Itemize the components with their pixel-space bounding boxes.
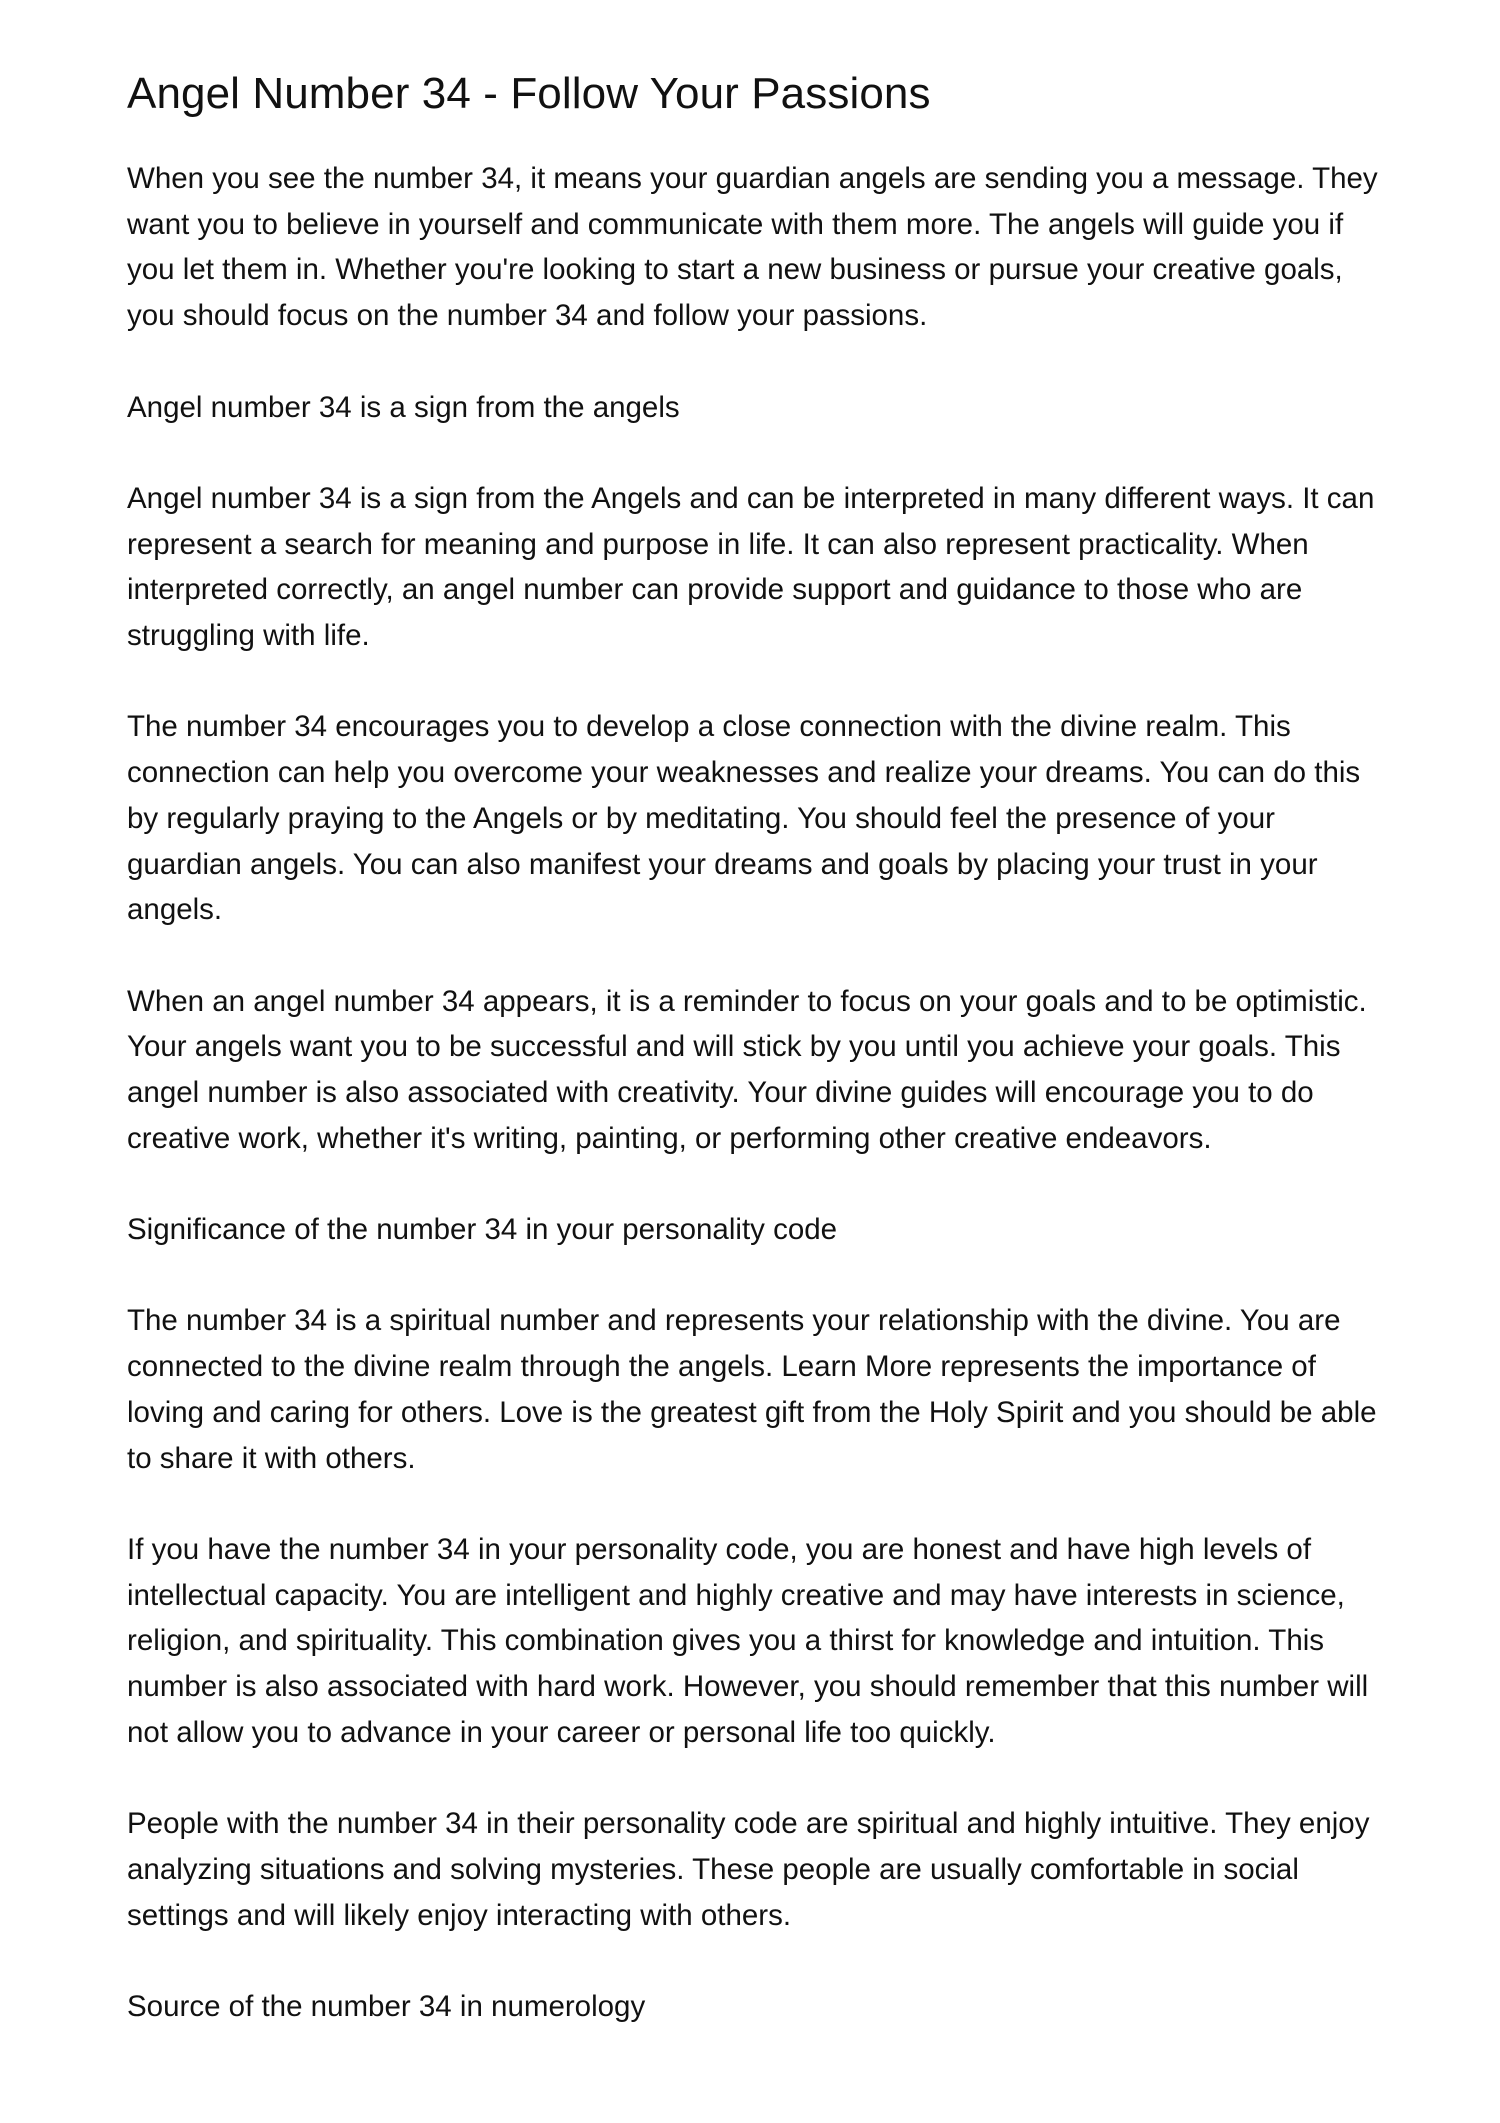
paragraph-personality-code: If you have the number 34 in your personality code, you are honest and have high levels of intellectual capacity. You are intelligent and highly creative and may have interests in science, religion, and spirituality. This combination gives you a thirst for knowledge and intuition. This number is also associated with hard work. However, you should remember that this number will not allow you to advance in your career or personal life too quickly.: [127, 1532, 1369, 1749]
section-heading-source: Source of the number 34 in numerology: [127, 1989, 646, 2023]
document-page: [127, 62, 1392, 2075]
paragraph-divine-connection: The number 34 encourages you to develop a close connection with the divine realm. This connection can help you overcome your weaknesses and realize your dreams. You can do this by regularly praying to the Angels or by meditating. You should feel the presence of your guardian angels. You can also manifest your dreams and goals by placing your trust in your angels.: [127, 710, 1361, 927]
section-heading-sign: Angel number 34 is a sign from the angels: [127, 390, 680, 424]
section-heading-significance: Significance of the number 34 in your personality code: [127, 1213, 838, 1247]
paragraph-spiritual-number: The number 34 is a spiritual number and represents your relationship with the divine. You are connected to the divine realm through the angels. Learn More represents the importance of loving and caring for others. Love is the greatest gift from the Holy Spirit and you should be able to share it with others.: [127, 1304, 1377, 1475]
paragraph-reminder: When an angel number 34 appears, it is a reminder to focus on your goals and to be optimistic. Your angels want you to be successful and will stick by you until you achieve your goals. This angel number is also associated with creativity. Your divine guides will encourage you to do creative work, whether it's writing, painting, or performing other creative endeavors.: [127, 984, 1367, 1155]
page-title: Angel Number 34 - Follow Your Passions: [127, 69, 931, 118]
paragraph-intuitive-people: People with the number 34 in their personality code are spiritual and highly intuitive. They enjoy analyzing situations and solving mysteries. These people are usually comfortable in social settings and will likely enjoy interacting with others.: [127, 1807, 1370, 1932]
paragraph-intro: When you see the number 34, it means your guardian angels are sending you a message. They want you to believe in yourself and communicate with them more. The angels will guide you if you let them in. Whether you're looking to start a new business or pursue your creative goals, you should focus on the number 34 and follow your passions.: [127, 162, 1378, 333]
paragraph-interpretation: Angel number 34 is a sign from the Angels and can be interpreted in many different ways. It can represent a search for meaning and purpose in life. It can also represent practicality. When interpreted correctly, an angel number can provide support and guidance to those who are struggling with life.: [127, 481, 1375, 652]
